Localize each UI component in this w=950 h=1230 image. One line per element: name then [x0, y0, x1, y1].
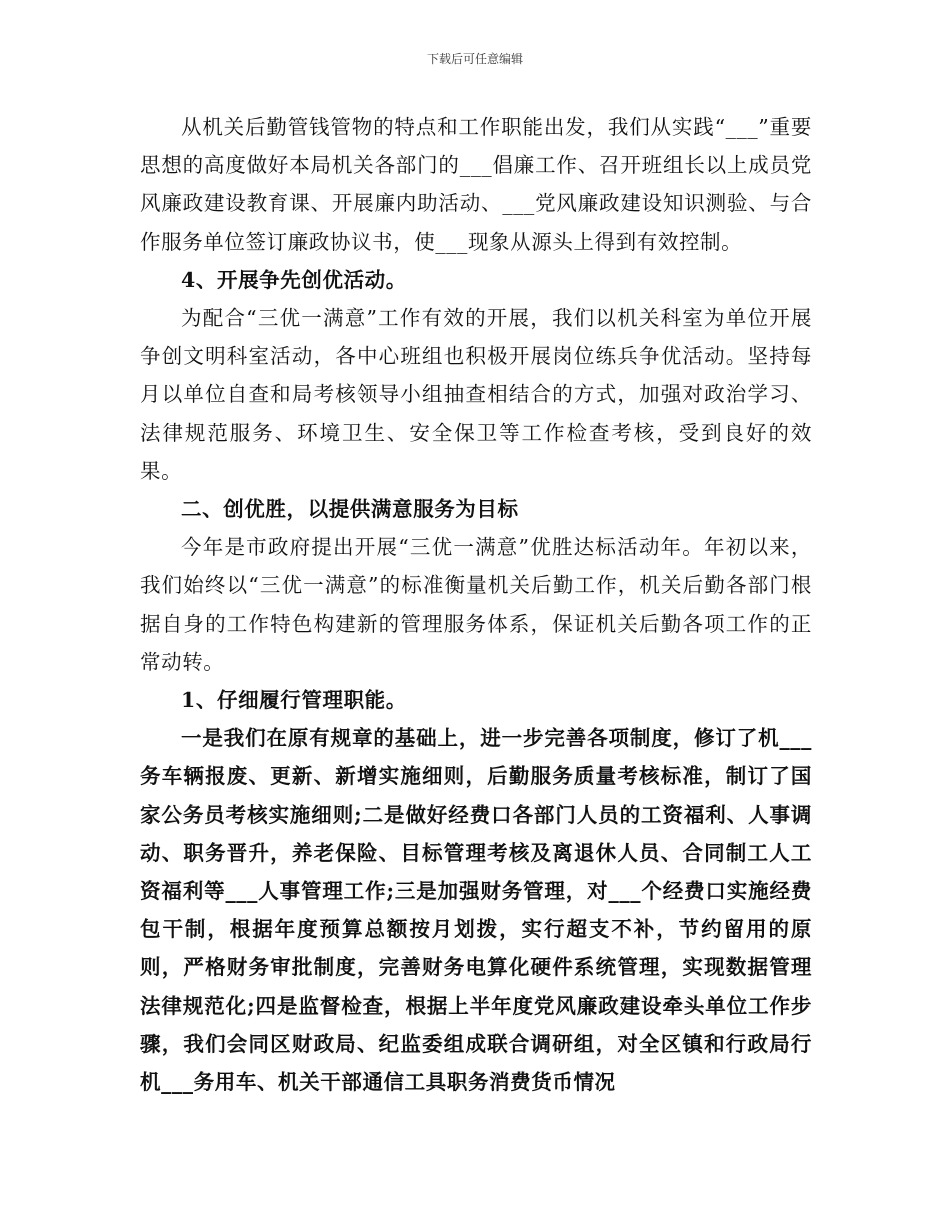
document-body [140, 108, 812, 1101]
heading-excellence-activity: 4、开展争先创优活动。 [181, 267, 407, 292]
paragraph-management-details: 一是我们在原有规章的基础上，进一步完善各项制度，修订了机___务车辆报废、更新、新增实施细则，后勤服务质量考核标准，制订了国家公务员考核实施细则;二是做好经费口各部门人员的工资福利、人事调动、职务晋升，养老保险、目标管理考核及离退休人员、合同制工人工资福利等___人事管理工作;三是加强财务管理，对___个经费口实施经费包干制，根据年度预算总额按月划拨，实行超支不补，节约留用的原则，严格财务审批制度，完善财务电算化硬件系统管理，实现数据管理法律规范化;四是监督检查，根据上半年度党风廉政建设牵头单位工作步骤，我们会同区财政局、纪监委组成联合调研组，对全区镇和行政局行机___务用车、机关干部通信工具职务消费货币情况 [140, 726, 812, 1095]
page-header-note: 下载后可任意编辑 [426, 52, 523, 66]
paragraph-integrity-work: 从机关后勤管钱管物的特点和工作职能出发，我们从实践“___”重要思想的高度做好本局机关各部门的___倡廉工作、召开班组长以上成员党风廉政建设教育课、开展廉内助活动、___党风廉政建设知识测验、与合作服务单位签订廉政协议书，使___现象从源头上得到有效控制。 [140, 115, 812, 254]
paragraph-three-excellence: 为配合“三优一满意”工作有效的开展，我们以机关科室为单位开展争创文明科室活动，各中心班组也积极开展岗位练兵争优活动。坚持每月以单位自查和局考核领导小组抽查相结合的方式，加强对政治学习、法律规范服务、环境卫生、安全保卫等工作检查考核，受到良好的效果。 [140, 306, 812, 483]
paragraph-city-government: 今年是市政府提出开展“三优一满意”优胜达标活动年。年初以来，我们始终以“三优一满意”的标准衡量机关后勤工作，机关后勤各部门根据自身的工作特色构建新的管理服务体系，保证机关后勤各项工作的正常动转。 [140, 535, 812, 674]
heading-management-duties: 1、仔细履行管理职能。 [181, 688, 407, 713]
heading-section-two: 二、创优胜，以提供满意服务为目标 [181, 497, 519, 522]
